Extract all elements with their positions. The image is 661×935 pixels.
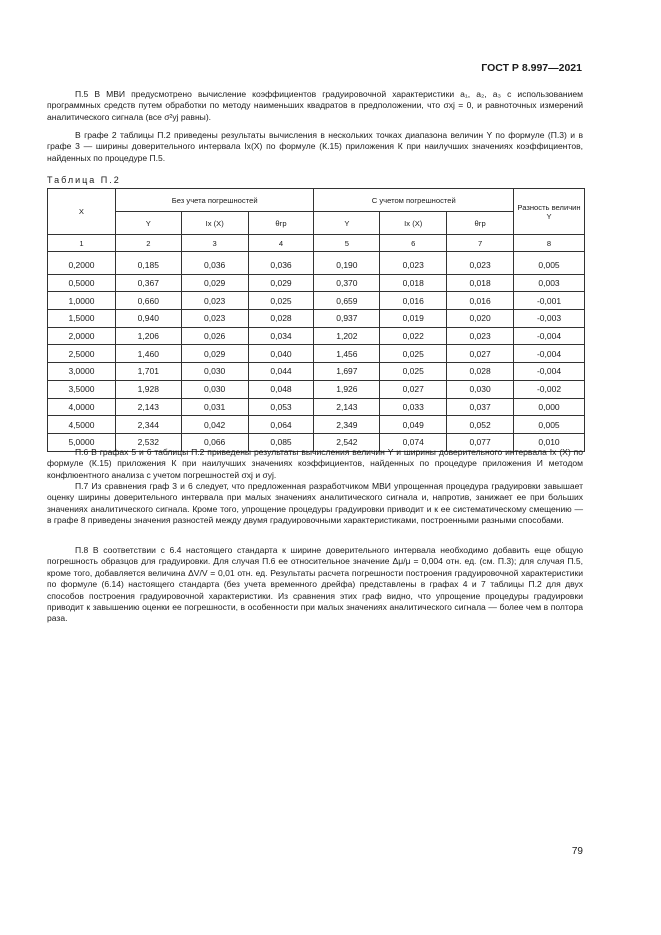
table-cell: 0,025 — [248, 292, 314, 310]
table-cell: 0,018 — [380, 274, 447, 292]
table-cell: 0,659 — [314, 292, 380, 310]
table-cell: 0,190 — [314, 252, 380, 275]
table-cell: 1,701 — [115, 363, 181, 381]
table-cell: 2,5000 — [48, 345, 116, 363]
table-cell: 0,022 — [380, 327, 447, 345]
header-with-errors: С учетом погрешностей — [314, 189, 514, 212]
table-row — [48, 327, 585, 345]
table-cell: 0,077 — [447, 433, 514, 451]
header-x: X — [48, 189, 116, 235]
table-cell: -0,004 — [514, 345, 585, 363]
table-cell: 0,031 — [181, 398, 248, 416]
table-cell: 0,023 — [447, 252, 514, 275]
table-cell: 0,037 — [447, 398, 514, 416]
header-without-errors: Без учета погрешностей — [115, 189, 314, 212]
table-cell: 0,042 — [181, 416, 248, 434]
table-cell: 0,010 — [514, 433, 585, 451]
column-number: 3 — [181, 235, 248, 252]
paragraph-p6: П.6 В графах 5 и 6 таблицы П.2 приведены результаты вычисления величин Y и ширины доверительного интервала Ix (X) по формуле (К.15) приложения К при наилучших значениях коэффициентов, найденных по процедуре приложения И методом конфлюентного анализа с учетом погрешностей σxj и σyj. — [47, 447, 583, 480]
subheader-y: Y — [115, 212, 181, 235]
paragraph-p8: П.8 В соответствии с 6.4 настоящего стандарта к ширине доверительного интервала необходимо добавить еще общую погрешность образцов для градуировки. Для случая П.6 ее относительное значение Δμ/μ = 0,004 отн. ед. (см. П.3); для случая П.5, кроме того, добавляется величина ΔV/V = 0,01 отн. ед. Результаты расчета погрешности построения градуировочной характеристики по формуле (6.14) настоящего стандарта (без учета временного дрейфа) представлены в графах 4 и 7 таблицы П.2 для двух способов построения градуировочной характеристики. Из сравнения этих граф видно, что упрощение процедуры градуировки приводит к завышению оценки ее погрешности, в особенности при малых значениях аналитического сигнала — более чем в полтора раза. — [47, 545, 583, 624]
table-cell: 0,030 — [181, 363, 248, 381]
paragraph-p5-continued: В графе 2 таблицы П.2 приведены результаты вычисления в нескольких точках диапазона величин Y по формуле (П.3) и в графе 3 — ширины доверительного интервала Ix(X) по формуле (К.15) приложения К при наилучших значениях коэффициентов, найденных по процедуре П.5. — [47, 130, 583, 163]
table-cell: 0,053 — [248, 398, 314, 416]
table-cell: 0,040 — [248, 345, 314, 363]
subheader-y: Y — [314, 212, 380, 235]
table-cell: 0,003 — [514, 274, 585, 292]
table-cell: 2,344 — [115, 416, 181, 434]
table-row — [48, 292, 585, 310]
table-cell: 0,016 — [447, 292, 514, 310]
page-number: 79 — [571, 846, 583, 857]
table-cell: 0,940 — [115, 310, 181, 328]
table-cell: 0,020 — [447, 310, 514, 328]
table-cell: 2,0000 — [48, 327, 116, 345]
table-cell: 0,025 — [380, 363, 447, 381]
subheader-ix: Ix (X) — [181, 212, 248, 235]
table-cell: 0,019 — [380, 310, 447, 328]
table-row — [48, 363, 585, 381]
table-cell: 0,036 — [248, 252, 314, 275]
table-cell: -0,003 — [514, 310, 585, 328]
table-cell: 0,029 — [248, 274, 314, 292]
table-cell: 0,028 — [447, 363, 514, 381]
table-cell: 0,185 — [115, 252, 181, 275]
table-cell: 0,029 — [181, 345, 248, 363]
table-cell: 0,033 — [380, 398, 447, 416]
column-number: 1 — [48, 235, 116, 252]
table-cell: 0,016 — [380, 292, 447, 310]
table-cell: 1,456 — [314, 345, 380, 363]
table-cell: -0,002 — [514, 380, 585, 398]
table-cell: 2,542 — [314, 433, 380, 451]
table-cell: 2,143 — [115, 398, 181, 416]
table-cell: 0,030 — [181, 380, 248, 398]
table-row — [48, 345, 585, 363]
table-cell: 0,660 — [115, 292, 181, 310]
table-cell: 4,0000 — [48, 398, 116, 416]
table-cell: 0,2000 — [48, 252, 116, 275]
table-cell: 1,460 — [115, 345, 181, 363]
subheader-theta: θгр — [248, 212, 314, 235]
table-row — [48, 398, 585, 416]
table-cell: 0,000 — [514, 398, 585, 416]
table-cell: 2,349 — [314, 416, 380, 434]
column-number: 5 — [314, 235, 380, 252]
table-cell: 3,0000 — [48, 363, 116, 381]
column-number: 2 — [115, 235, 181, 252]
table-cell: 1,206 — [115, 327, 181, 345]
table-cell: 0,023 — [380, 252, 447, 275]
table-cell: 0,370 — [314, 274, 380, 292]
table-cell: -0,001 — [514, 292, 585, 310]
table-cell: 1,928 — [115, 380, 181, 398]
subheader-ix: Ix (X) — [380, 212, 447, 235]
table-cell: 4,5000 — [48, 416, 116, 434]
table-cell: 0,044 — [248, 363, 314, 381]
table-cell: 0,026 — [181, 327, 248, 345]
table-cell: 1,5000 — [48, 310, 116, 328]
table-cell: 1,697 — [314, 363, 380, 381]
table-cell: 5,0000 — [48, 433, 116, 451]
table-cell: 0,028 — [248, 310, 314, 328]
document-code: ГОСТ Р 8.997—2021 — [481, 62, 582, 74]
paragraph-p7: П.7 Из сравнения граф 3 и 6 следует, что предложенная разработчиком МВИ упрощенная процедура градуировки завышает оценку ширины доверительного интервала при малых значениях аналитического сигнала и, напротив, занижает ее при больших значениях аналитического сигнала. Кроме того, упрощение процедуры градуировки приводит и к ее систематическому смещению — в графе 8 приведены значения разностей между двумя градуировочными характеристиками, построенными разными способами. — [47, 481, 583, 526]
table-cell: 0,027 — [380, 380, 447, 398]
table-cell: 0,049 — [380, 416, 447, 434]
table-cell: -0,004 — [514, 327, 585, 345]
table-cell: 0,005 — [514, 252, 585, 275]
table-cell: 0,064 — [248, 416, 314, 434]
table-cell: 0,367 — [115, 274, 181, 292]
table-row — [48, 310, 585, 328]
table-cell: 0,005 — [514, 416, 585, 434]
subheader-theta: θгр — [447, 212, 514, 235]
table-cell: 0,023 — [181, 310, 248, 328]
column-number: 4 — [248, 235, 314, 252]
table-cell: 0,052 — [447, 416, 514, 434]
table-cell: 0,023 — [181, 292, 248, 310]
table-cell: 0,937 — [314, 310, 380, 328]
column-number: 7 — [447, 235, 514, 252]
table-cell: 2,532 — [115, 433, 181, 451]
table-cell: 0,027 — [447, 345, 514, 363]
table-cell: 0,066 — [181, 433, 248, 451]
column-number: 8 — [514, 235, 585, 252]
table-cell: 0,048 — [248, 380, 314, 398]
header-difference: Разность величин Y — [514, 189, 585, 235]
table-cell: 0,023 — [447, 327, 514, 345]
table-cell: 0,074 — [380, 433, 447, 451]
table-row — [48, 416, 585, 434]
table-row — [48, 274, 585, 292]
column-number: 6 — [380, 235, 447, 252]
table-cell: 0,085 — [248, 433, 314, 451]
table-cell: 1,202 — [314, 327, 380, 345]
table-cell: 3,5000 — [48, 380, 116, 398]
table-cell: 0,029 — [181, 274, 248, 292]
table-cell: -0,004 — [514, 363, 585, 381]
paragraph-p5: П.5 В МВИ предусмотрено вычисление коэффициентов градуировочной характеристики a₁, a₂, a₃ с использованием программных средств путем обработки по методу наименьших квадратов в предположении, что σxj = 0, и равноточных измерений аналитического сигнала (все σ²yj равны). — [47, 89, 583, 122]
table-cell: 2,143 — [314, 398, 380, 416]
table-cell: 0,025 — [380, 345, 447, 363]
table-row — [48, 380, 585, 398]
table-row — [48, 252, 585, 275]
table-cell: 1,0000 — [48, 292, 116, 310]
table-caption: Таблица П.2 — [47, 175, 121, 185]
table-cell: 0,5000 — [48, 274, 116, 292]
table-cell: 0,030 — [447, 380, 514, 398]
table-cell: 1,926 — [314, 380, 380, 398]
table-cell: 0,036 — [181, 252, 248, 275]
results-table — [47, 188, 585, 452]
table-cell: 0,034 — [248, 327, 314, 345]
table-cell: 0,018 — [447, 274, 514, 292]
